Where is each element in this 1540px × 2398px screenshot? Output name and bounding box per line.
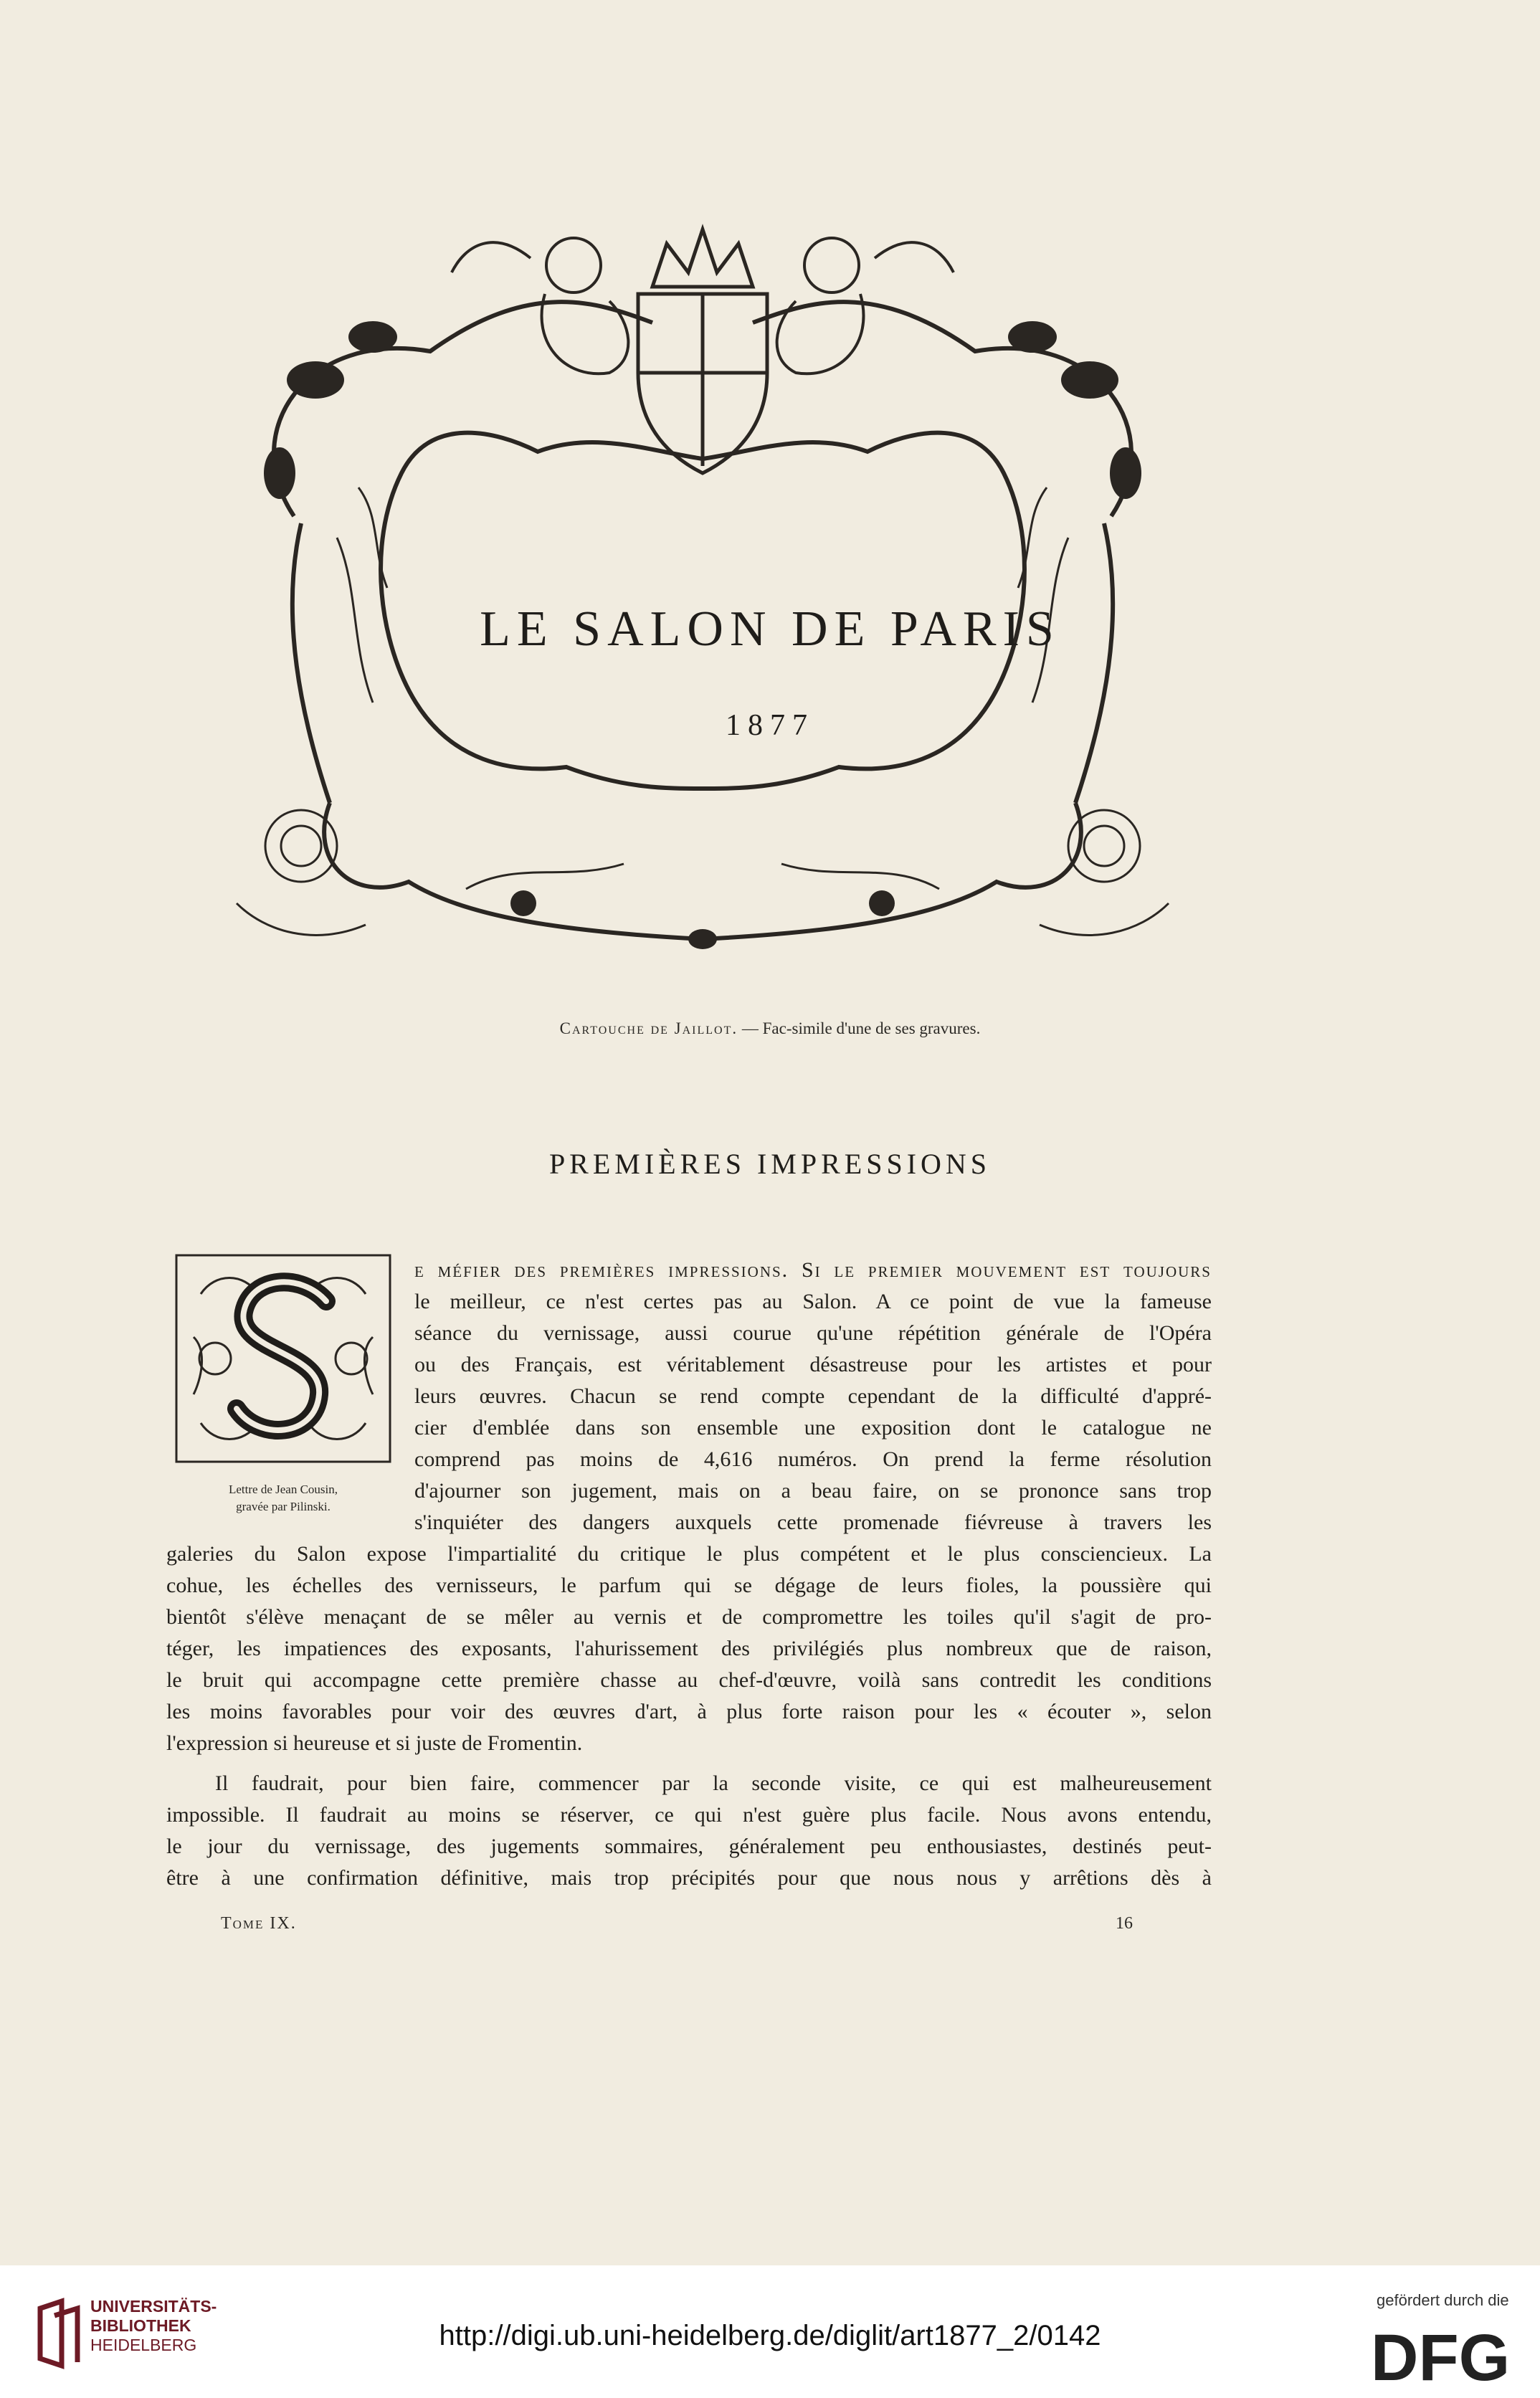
body-line: Il faudrait, pour bien faire, commencer par la seconde visite, ce qui est malheureusement bbox=[215, 1771, 1212, 1795]
body-line: l'expression si heureuse et si juste de Fromentin. bbox=[166, 1731, 583, 1755]
publication-year: 1877 bbox=[726, 709, 814, 742]
body-line: séance du vernissage, aussi courue qu'une répétition générale de l'Opéra bbox=[414, 1321, 1212, 1345]
permalink-url[interactable]: http://digi.ub.uni-heidelberg.de/diglit/art1877_2/0142 bbox=[439, 2320, 1101, 2351]
dfg-logo-text: DFG bbox=[1371, 2323, 1511, 2387]
library-name-line: UNIVERSITÄTS- bbox=[90, 2297, 217, 2316]
body-line: leurs œuvres. Chacun se rend compte cependant de la difficulté d'appré- bbox=[414, 1384, 1212, 1408]
engraving-caption bbox=[0, 1019, 1540, 1038]
caption-title: Cartouche de Jaillot. bbox=[559, 1019, 738, 1037]
library-name-line: HEIDELBERG bbox=[90, 2336, 197, 2354]
body-line: le bruit qui accompagne cette première chasse au chef-d'œuvre, voilà sans contredit les conditions bbox=[166, 1668, 1212, 1692]
caption-description: — Fac-simile d'une de ses gravures. bbox=[741, 1019, 981, 1037]
body-line: galeries du Salon expose l'impartialité du critique le plus compétent et le plus consciencieux. La bbox=[166, 1542, 1212, 1566]
body-line: téger, les impatiences des exposants, l'ahurissement des privilégiés plus nombreux que de raison, bbox=[166, 1637, 1212, 1660]
body-line bbox=[414, 1255, 1212, 1286]
decorated-initial-s bbox=[172, 1251, 394, 1466]
body-line: les moins favorables pour voir des œuvres d'art, à plus forte raison pour les « écouter », selon bbox=[166, 1700, 1212, 1723]
dfg-logo-icon[interactable] bbox=[1371, 2323, 1521, 2387]
library-name-line: BIBLIOTHEK bbox=[90, 2316, 191, 2335]
page-number: 16 bbox=[1116, 1914, 1133, 1933]
body-line-text: e méfier des premières impressions. Si le premier mouvement est toujours bbox=[414, 1258, 1212, 1282]
initial-caption-line: gravée par Pilinski. bbox=[236, 1500, 331, 1513]
body-line: le meilleur, ce n'est certes pas au Salon. A ce point de vue la fameuse bbox=[414, 1290, 1212, 1313]
body-line: cohue, les échelles des vernisseurs, le parfum qui se dégage de leurs fioles, la poussière qui bbox=[166, 1574, 1212, 1597]
funding-label: gefördert durch die bbox=[1377, 2291, 1509, 2309]
body-line: le jour du vernissage, des jugements sommaires, généralement peu enthousiastes, destinés peut- bbox=[166, 1835, 1212, 1858]
body-line: impossible. Il faudrait au moins se réserver, ce qui n'est guère plus facile. Nous avons entendu, bbox=[166, 1803, 1212, 1827]
body-line: ou des Français, est véritablement désastreuse pour les artistes et pour bbox=[414, 1353, 1212, 1376]
body-line: être à une confirmation définitive, mais trop précipités pour que nous nous y arrêtions dès à bbox=[166, 1866, 1212, 1890]
publication-title: LE SALON DE PARIS bbox=[480, 601, 1060, 657]
section-title: PREMIÈRES IMPRESSIONS bbox=[548, 1148, 992, 1180]
initial-caption bbox=[172, 1481, 394, 1516]
body-line: s'inquiéter des dangers auxquels cette promenade fiévreuse à travers les bbox=[414, 1510, 1212, 1534]
body-line: bientôt s'élève menaçant de se mêler au vernis et de compromettre les toiles qu'il s'agit de pro- bbox=[166, 1605, 1212, 1629]
body-line: comprend pas moins de 4,616 numéros. On prend la ferme résolution bbox=[414, 1447, 1212, 1471]
volume-label: Tome IX. bbox=[221, 1914, 297, 1933]
initial-caption-line: Lettre de Jean Cousin, bbox=[228, 1483, 338, 1496]
body-line: cier d'emblée dans son ensemble une exposition dont le catalogue ne bbox=[414, 1416, 1212, 1440]
body-line: d'ajourner son jugement, mais on a beau faire, on se prononce sans trop bbox=[414, 1479, 1212, 1503]
